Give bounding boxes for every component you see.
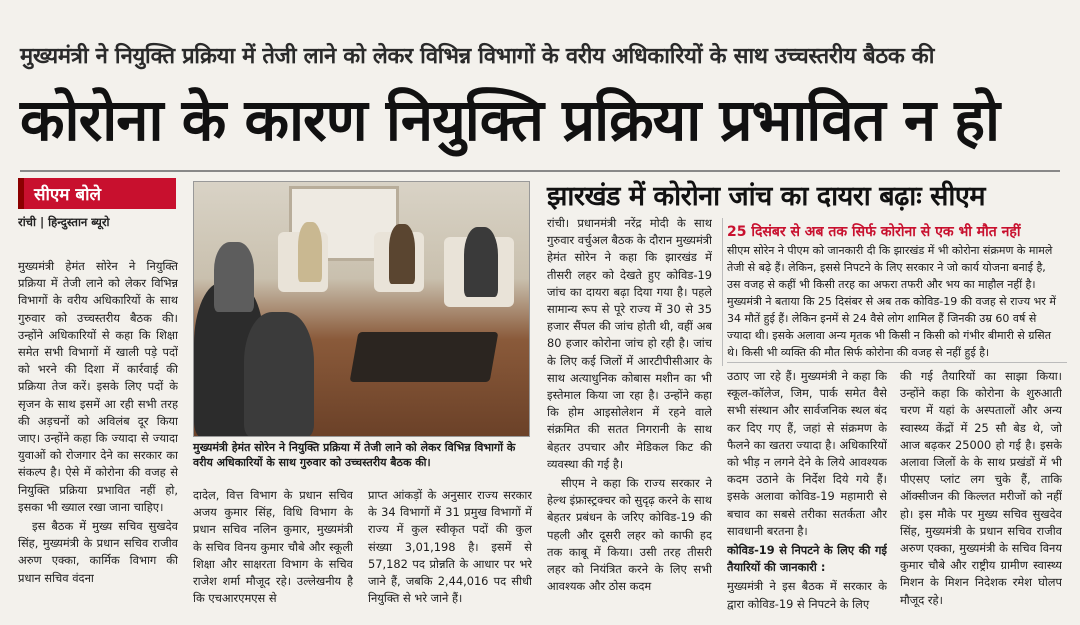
paragraph: रांची। प्रधानमंत्री नरेंद्र मोदी के साथ गुरुवार वर्चुअल बैठक के दौरान मुख्यमंत्री हेमंत सोरेन ने कहा कि झारखंड में तीसरी लहर को देखते हुए कोविड-19 जांच का दायरा बढ़ा दिया गया है। पहले सामान्य रूप से पूरे राज्य में 30 से 35 हजार सैंपल की जांच होती थी, वहीं अब 80 हजार कोरोना जांच हो रही है। जांच के लिए कई जिलों में आरटीपीसीआर के साथ अत्याधुनिक कोबास मशीन का भी इस्तेमाल किया जा रहा है। उन्होंने कहा कि होम आइसोलेशन में रहने वाले संक्रमित की सतत निगरानी के साथ बेहतर उपचार और मेडिकल किट की व्यवस्था की गई है। <box>547 216 712 471</box>
story2-box-text: सीएम सोरेन ने पीएम को जानकारी दी कि झारखंड में भी कोरोना संक्रमण के मामले तेजी से बढ़े हैं। लेकिन, इससे निपटने के लिए सरकार ने जो कार्य योजना बनाई है, उस वजह से कहीं भी किसी तरह का अफरा तफरी और भय का माहौल नहीं है। मुख्यमंत्री ने बताया कि 25 दिसंबर से अब तक कोविड-19 की वजह से राज्य भर में 34 मौतें हुई हैं। लेकिन इनमें से 24 वैसे लोग शामिल हैं जिनकी उम्र 60 वर्ष से ज्यादा थी। इसके अलावा अन्य मृतक भी किसी न किसी को गंभीर बीमारी से ग्रसित थे। किसी भी व्यक्ति की मौत सिर्फ कोरोना की वजह से नहीं हुई है। <box>727 244 1056 359</box>
byline: रांची | हिन्दुस्तान ब्यूरो <box>18 215 110 229</box>
paragraph: मुख्यमंत्री हेमंत सोरेन ने नियुक्ति प्रक्रिया में तेजी लाने को लेकर विभिन्न विभागों के वरीय अधिकारियों के साथ गुरुवार को उच्चस्तरीय बैठक की। उन्होंने अधिकारियों से कहा कि शिक्षा समेत सभी विभागों में खाली पड़े पदों को भरने की दिशा में कार्रवाई की प्रक्रिया तेज करें। इसके लिए पदों के सृजन के साथ इसमें आ रही सभी तरह की अड़चनों को अविलंब दूर किया जाए। उन्होंने कहा कि ज्यादा से ज्यादा युवाओं को रोजगार देने का सरकार का संकल्प है। ऐसे में कोरोना की वजह से नियुक्ति प्रक्रिया प्रभावित नहीं हो, इसका भी ख्याल रखा जाना चाहिए। <box>18 259 178 514</box>
paragraph: मुख्यमंत्री ने इस बैठक में सरकार के द्वारा कोविड-19 से निपटने के लिए <box>727 579 887 611</box>
story2-column-3 <box>727 368 887 618</box>
story2-subhead: 25 दिसंबर से अब तक सिर्फ कोरोना से एक भी मौत नहीं <box>727 224 1021 240</box>
column-b: दादेल, वित्त विभाग के प्रधान सचिव अजय कुमार सिंह, विधि विभाग के प्रधान सचिव नलिन कुमार, मुख्यमंत्री के सचिव विनय कुमार चौबे और स्कूली शिक्षा और साक्षरता विभाग के सचिव राजेश शर्मा मौजूद रहे। उल्लेखनीय है कि एचआरएमएस से <box>193 488 353 606</box>
meeting-photo <box>193 181 530 437</box>
story2-headline: झारखंड में कोरोना जांच का दायरा बढ़ाः सीएम <box>547 181 985 212</box>
paragraph: सीएम ने कहा कि राज्य सरकार ने हेल्थ इंफ्रास्ट्रक्चर को सुदृढ़ करने के साथ बेहतर प्रबंधन के जरिए कोविड-19 की पहली और दूसरी लहर को काफी हद तक काबू में किया। उसी तरह तीसरी लहर को नियंत्रित करने के लिए सभी आवश्यक और ठोस कदम <box>547 476 712 594</box>
left-column <box>18 176 178 616</box>
story2-column-1 <box>547 215 712 617</box>
column-subhead: कोविड-19 से निपटने के लिए की गई तैयारियों की जानकारी : <box>727 543 887 575</box>
article-headline: कोरोना के कारण नियुक्ति प्रक्रिया प्रभावित न हो <box>20 86 1000 154</box>
column-c: प्राप्त आंकड़ों के अनुसार राज्य सरकार के 34 विभागों में 31 प्रमुख विभागों में राज्य में कुल स्वीकृत पदों की कुल संख्या 3,01,198 है। इसमें से 57,182 पद प्रोन्नति के आधार पर भरे जाने हैं, जबकि 2,44,016 पद सीधी नियुक्ति से भरे जाने हैं। <box>368 488 532 606</box>
article-kicker: मुख्यमंत्री ने नियुक्ति प्रक्रिया में तेजी लाने को लेकर विभिन्न विभागों के वरीय अधिकारियों के साथ उच्चस्तरीय बैठक की <box>20 44 935 69</box>
headline-divider <box>20 170 1060 172</box>
photo-caption: मुख्यमंत्री हेमंत सोरेन ने नियुक्ति प्रक्रिया में तेजी लाने को लेकर विभिन्न विभागों के वरीय अधिकारियों के साथ गुरुवार को उच्चस्तरीय बैठक की। <box>193 441 516 469</box>
left-column-text <box>18 258 178 587</box>
story2-column-4: की गई तैयारियों का साझा किया। उन्होंने कहा कि कोरोना के शुरुआती चरण में यहां के अस्पतालों और अन्य स्वास्थ्य केंद्रों में 25 सौ बेड थे, जो आज बढ़कर 25000 हो गई है। इसके अलावा जिलों के के साथ प्रखंडों में भी पीएसए प्लांट लग चुके हैं, ताकि ऑक्सीजन की किल्लत मरीजों को नहीं हो। इस मौके पर मुख्य सचिव सुखदेव सिंह, मुख्यमंत्री के प्रधान सचिव राजीव अरुण एक्का, मुख्यमंत्री के सचिव विनय कुमार चौबे और राष्ट्रीय ग्रामीण स्वास्थ्य मिशन के मिशन निदेशक रमेश घोलप मौजूद रहे। <box>900 369 1062 607</box>
section-tag: सीएम बोले <box>18 178 176 209</box>
paragraph: इस बैठक में मुख्य सचिव सुखदेव सिंह, मुख्यमंत्री के प्रधान सचिव राजीव अरुण एक्का, कार्मिक विभाग की प्रधान सचिव वंदना <box>18 519 178 585</box>
paragraph: उठाए जा रहे हैं। मुख्यमंत्री ने कहा कि स्कूल-कॉलेज, जिम, पार्क समेत वैसे सभी संस्थान और सार्वजनिक स्थल बंद कर दिए गए हैं, जहां से संक्रमण के फैलने का खतरा ज्यादा है। अधिकारियों को भीड़ न लगने देने के लिये आवश्यक कदम उठाने के निर्देश दिये गये हैं। इसके अलावा कोविड-19 महामारी से बचाव का सबसे तरीका सतर्कता और सावधानी बरतना है। <box>727 369 887 538</box>
